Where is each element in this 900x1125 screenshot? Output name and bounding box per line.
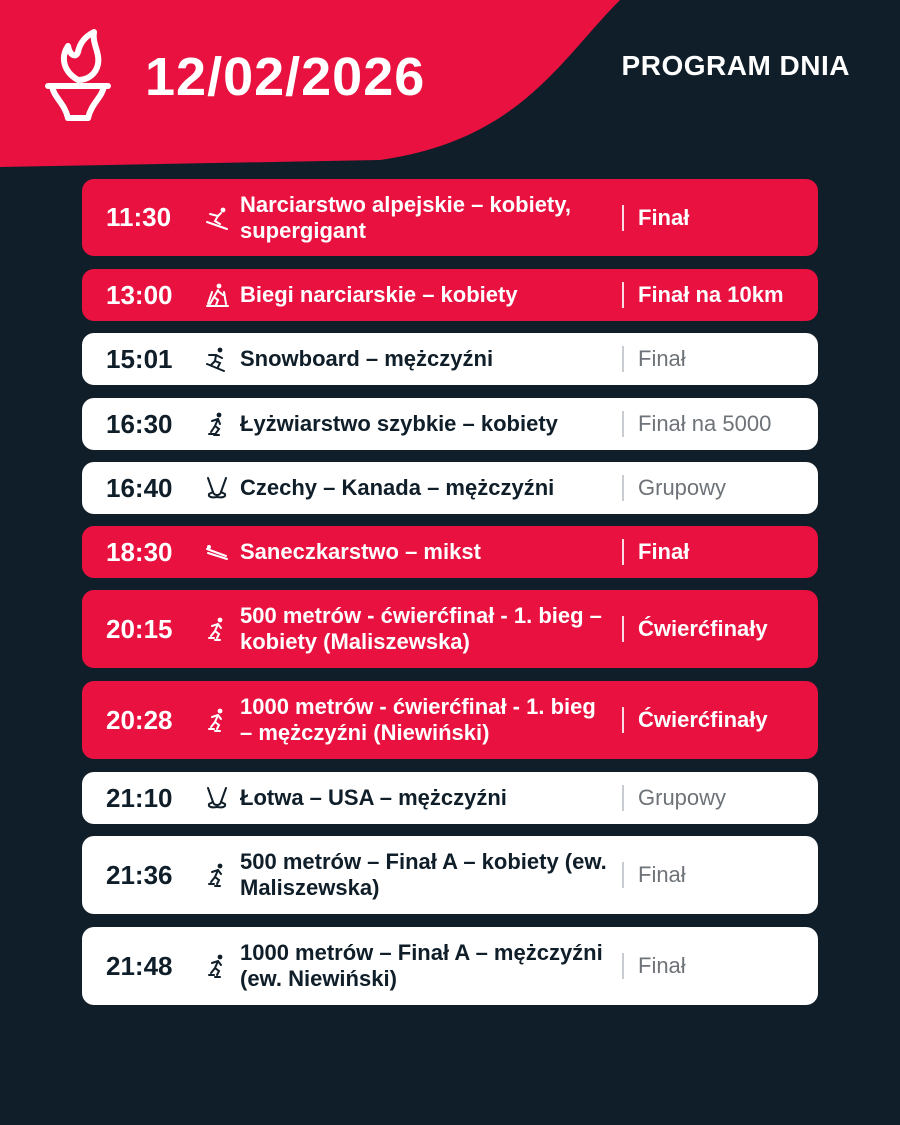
- separator: [622, 616, 624, 642]
- schedule-row: [82, 681, 818, 759]
- event-time: 18:30: [106, 536, 173, 567]
- separator: [622, 282, 624, 308]
- event-name: 1000 metrów – Finał A – mężczyźni (ew. Niewiński): [240, 940, 603, 991]
- schedule-row: [82, 927, 818, 1005]
- separator: [622, 411, 624, 437]
- program-title: PROGRAM DNIA: [621, 50, 850, 81]
- schedule-row: [82, 836, 818, 914]
- event-name: 1000 metrów - ćwierćfinał - 1. bieg – mężczyźni (Niewiński): [240, 694, 596, 745]
- separator: [622, 539, 624, 565]
- separator: [622, 205, 624, 231]
- separator: [622, 707, 624, 733]
- schedule-row: [82, 333, 818, 385]
- schedule-row: [82, 462, 818, 514]
- event-time: 20:15: [106, 613, 173, 644]
- event-name: Czechy – Kanada – mężczyźni: [240, 475, 555, 500]
- event-name: Snowboard – mężczyźni: [240, 346, 494, 371]
- event-phase: Finał na 10km: [638, 282, 784, 307]
- event-name: 500 metrów - ćwierćfinał - 1. bieg – kobiety (Maliszewska): [240, 603, 602, 654]
- event-name: Narciarstwo alpejskie – kobiety, supergigant: [240, 191, 571, 243]
- separator: [622, 953, 624, 979]
- event-name: Biegi narciarskie – kobiety: [240, 282, 518, 307]
- speed-skating-icon: [204, 409, 240, 439]
- event-phase: Finał: [638, 346, 686, 371]
- event-time: 21:10: [106, 782, 173, 813]
- date-title: 12/02/2026: [145, 47, 426, 107]
- event-time: 20:28: [106, 704, 173, 735]
- short-track-icon: [204, 614, 240, 644]
- olympic-torch-icon: [42, 28, 114, 122]
- luge-icon: [204, 537, 240, 567]
- ice-hockey-icon: [204, 783, 240, 813]
- event-phase: Grupowy: [638, 475, 727, 500]
- event-phase: Grupowy: [638, 785, 727, 810]
- event-name: Łotwa – USA – mężczyźni: [240, 785, 507, 810]
- ice-hockey-icon: [204, 473, 240, 503]
- event-phase: Finał: [638, 539, 690, 564]
- event-phase: Finał: [638, 953, 686, 978]
- event-phase: Ćwierćfinały: [638, 707, 768, 732]
- alpine-skiing-icon: [204, 203, 240, 233]
- event-time: 13:00: [106, 279, 173, 310]
- event-phase: Finał: [638, 862, 686, 887]
- schedule-row: [82, 269, 818, 321]
- separator: [622, 785, 624, 811]
- separator: [622, 475, 624, 501]
- schedule-row: [82, 398, 818, 450]
- separator: [622, 346, 624, 372]
- event-time: 15:01: [106, 343, 173, 374]
- cross-country-skiing-icon: [204, 280, 240, 310]
- event-name: Saneczkarstwo – mikst: [240, 539, 481, 564]
- event-time: 21:48: [106, 950, 173, 981]
- event-phase: Finał na 5000: [638, 411, 772, 436]
- schedule-row: [82, 590, 818, 668]
- event-name: Łyżwiarstwo szybkie – kobiety: [240, 411, 558, 436]
- short-track-icon: [204, 705, 240, 735]
- short-track-icon: [204, 860, 240, 890]
- event-time: 21:36: [106, 859, 173, 890]
- schedule-row: [82, 772, 818, 824]
- event-name: 500 metrów – Finał A – kobiety (ew. Maliszewska): [240, 849, 607, 900]
- event-time: 16:40: [106, 472, 173, 503]
- schedule-row: [82, 179, 818, 256]
- schedule-row: [82, 526, 818, 578]
- event-phase: Finał: [638, 204, 690, 230]
- snowboard-icon: [204, 344, 240, 374]
- event-time: 11:30: [106, 202, 172, 232]
- separator: [622, 862, 624, 888]
- event-phase: Ćwierćfinały: [638, 616, 768, 641]
- event-time: 16:30: [106, 408, 173, 439]
- short-track-icon: [204, 951, 240, 981]
